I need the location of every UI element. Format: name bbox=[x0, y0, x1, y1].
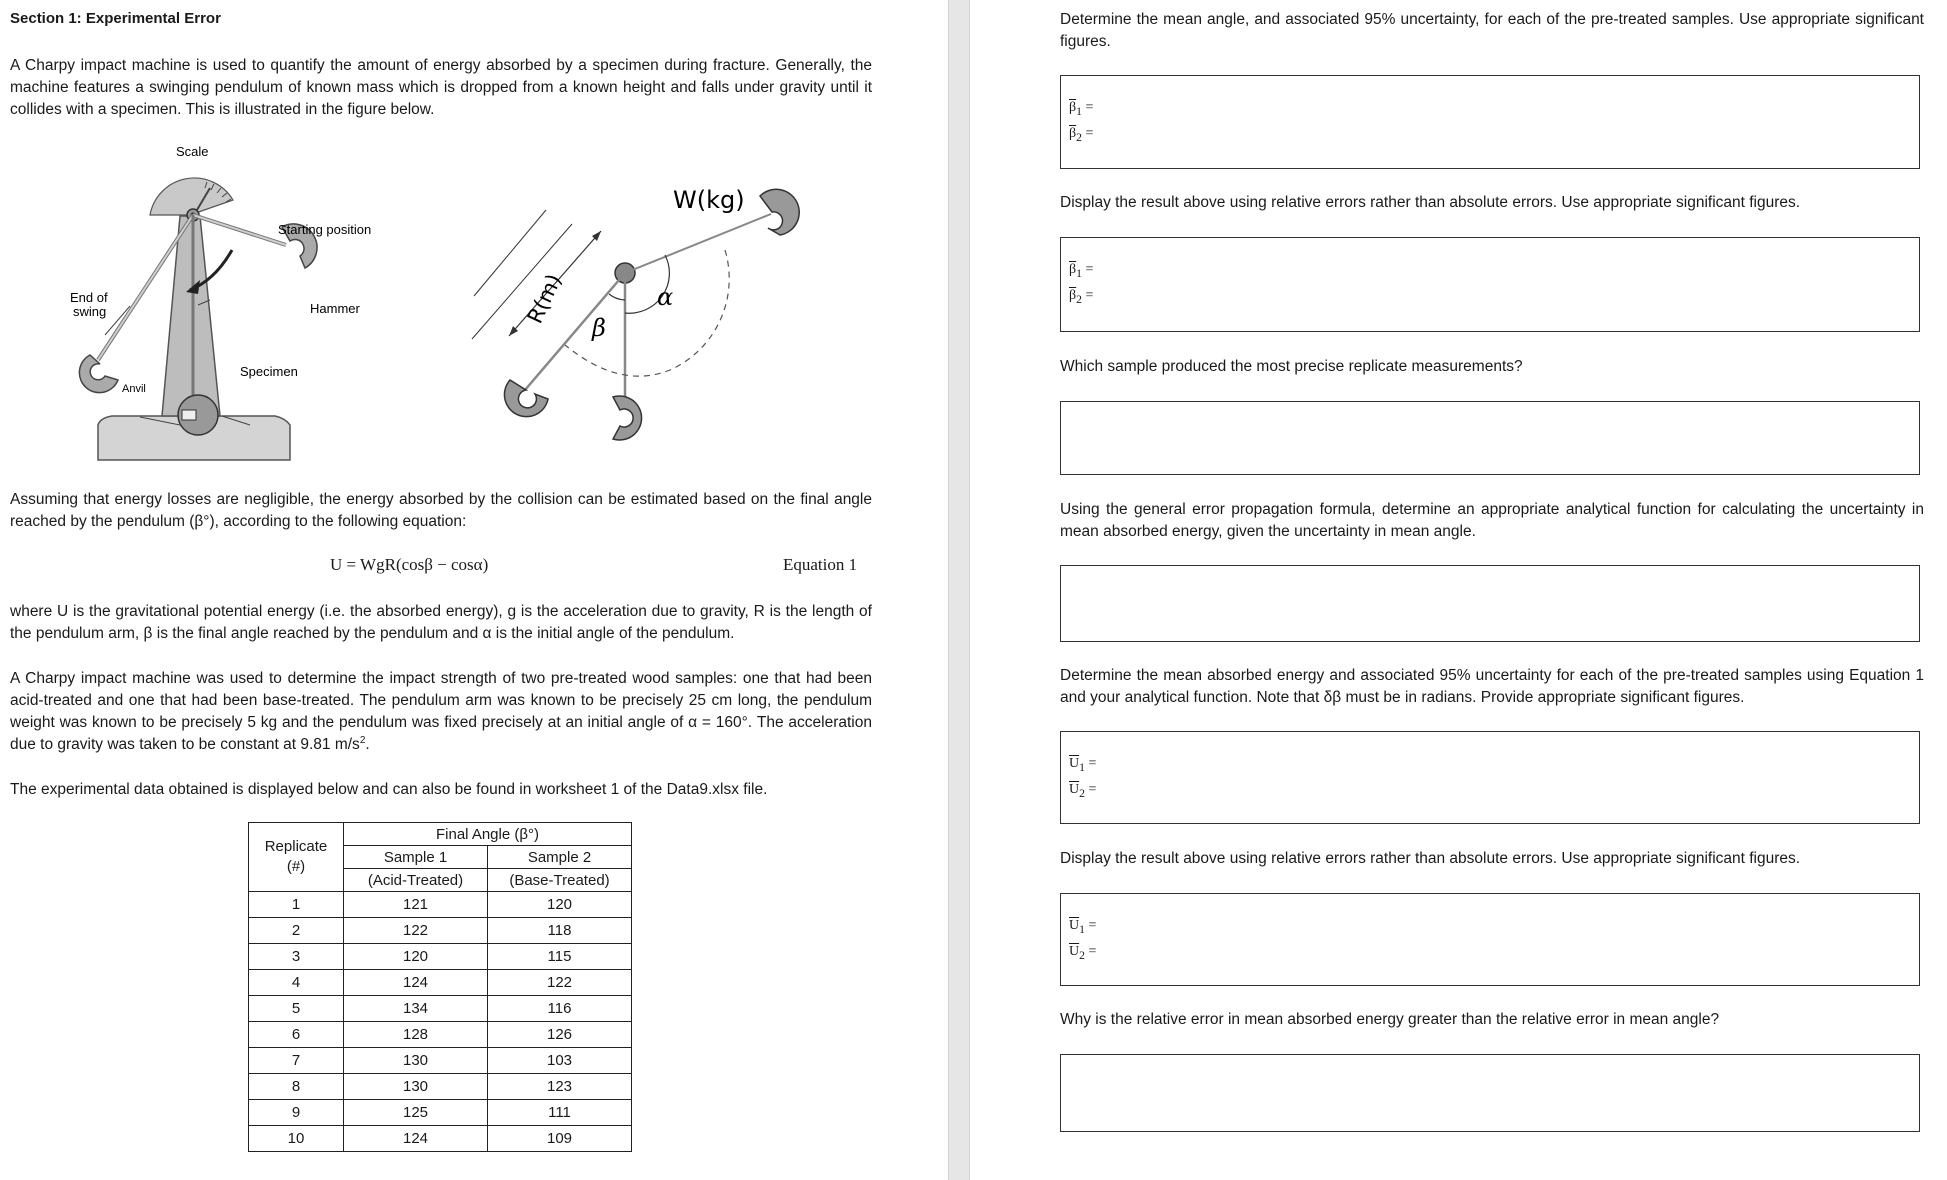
header-final-angle: Final Angle (β°) bbox=[344, 823, 632, 846]
charpy-figure bbox=[60, 140, 840, 470]
u1-line: $\overline{U}_1$ = bbox=[1069, 918, 1097, 936]
label-scale: Scale bbox=[176, 144, 209, 159]
table-row: 9 125 111 bbox=[249, 1100, 632, 1126]
u2-line: $\overline{U}_2$ = bbox=[1069, 944, 1097, 962]
table-row: 2 122 118 bbox=[249, 918, 632, 944]
setup-paragraph: A Charpy impact machine was used to determine the impact strength of two pre-treated wood samples: one that had been acid-treated and one that had been base-treated. The pendulum arm was known to be precisely 25 cm long, the pendulum weight was known to be precisely 5 kg and the pendulum was fixed precisely at an initial angle of α = 160°. The acceleration due to gravity was taken to be constant at 9.81 $m/s^2$. bbox=[10, 670, 872, 753]
data-note: The experimental data obtained is displayed below and can also be found in worksheet 1 of the Data9.xlsx file. bbox=[10, 781, 768, 798]
left-page bbox=[0, 0, 948, 1180]
answer-box-mean-angle[interactable] bbox=[1060, 75, 1920, 169]
header-replicate: Replicate (#) bbox=[249, 823, 344, 892]
beta1-line: $\overline{\beta}_1$ = bbox=[1069, 262, 1094, 280]
right-page bbox=[970, 0, 1947, 1180]
data-table bbox=[248, 822, 632, 1152]
question-most-precise: Which sample produced the most precise replicate measurements? bbox=[1060, 358, 1523, 375]
answer-box-analytical-function[interactable] bbox=[1060, 565, 1920, 642]
intro-paragraph: A Charpy impact machine is used to quantify the amount of energy absorbed by a specimen during fracture. Generally, the machine features a swinging pendulum of known mass which is dropped from a known height and falls under gravity until it collides with a specimen. This is illustrated in the figure below. bbox=[10, 57, 872, 118]
u2-line: $\overline{U}_2$ = bbox=[1069, 782, 1097, 800]
header-sample2-sub: (Base-Treated) bbox=[488, 869, 632, 892]
table-row: 6 128 126 bbox=[249, 1022, 632, 1048]
label-end-of-swing-2: swing bbox=[73, 304, 107, 319]
header-sample1-sub: (Acid-Treated) bbox=[344, 869, 488, 892]
label-starting-position: Starting position bbox=[278, 222, 372, 237]
equation-label: Equation 1 bbox=[783, 555, 858, 574]
question-relative-energy: Display the result above using relative errors rather than absolute errors. Use appropriate significant figures. bbox=[1060, 850, 1801, 867]
table-row: 3 120 115 bbox=[249, 944, 632, 970]
answer-box-why-greater[interactable] bbox=[1060, 1054, 1920, 1132]
label-beta: β bbox=[592, 314, 606, 342]
table-row: 1 121 120 bbox=[249, 892, 632, 918]
table-row: 4 124 122 bbox=[249, 970, 632, 996]
beta2-line: $\overline{\beta}_2$ = bbox=[1069, 288, 1094, 306]
question-relative-angle: Display the result above using relative errors rather than absolute errors. Use appropriate significant figures. bbox=[1060, 194, 1801, 211]
section-heading: Section 1: Experimental Error bbox=[10, 10, 221, 27]
label-specimen: Specimen bbox=[240, 364, 298, 379]
assumption-paragraph: Assuming that energy losses are negligible, the energy absorbed by the collision can be estimated based on the final angle reached by the pendulum (β°), according to the following equation: bbox=[10, 491, 872, 530]
header-sample1: Sample 1 bbox=[344, 846, 488, 869]
beta2-line: $\overline{\beta}_2$ = bbox=[1069, 126, 1094, 144]
page-gutter bbox=[948, 0, 970, 1180]
label-weight: W(kg) bbox=[673, 186, 745, 214]
header-sample2: Sample 2 bbox=[488, 846, 632, 869]
answer-box-most-precise[interactable] bbox=[1060, 401, 1920, 475]
label-anvil: Anvil bbox=[122, 383, 146, 395]
question-mean-angle: Determine the mean angle, and associated 95% uncertainty, for each of the pre-treated samples. Use appropriate significant figures. bbox=[1060, 11, 1924, 50]
equation-1: U = WgR(cosβ − cosα) bbox=[330, 555, 489, 574]
label-radius: R(m) bbox=[522, 270, 567, 328]
table-row: 8 130 123 bbox=[249, 1074, 632, 1100]
where-paragraph: where U is the gravitational potential energy (i.e. the absorbed energy), g is the acceleration due to gravity, R is the length of the pendulum arm, β is the final angle reached by the pendulum and α is the initial angle of the pendulum. bbox=[10, 603, 872, 642]
pendulum-geometry-diagram bbox=[472, 186, 799, 440]
label-alpha: α bbox=[657, 283, 674, 311]
question-mean-energy: Determine the mean absorbed energy and associated 95% uncertainty for each of the pre-treated samples using Equation 1 and your analytical function. Note that δβ must be in radians. Provide appropriate significant figures. bbox=[1060, 667, 1924, 706]
answer-box-relative-energy[interactable] bbox=[1060, 893, 1920, 986]
u1-line: $\overline{U}_1$ = bbox=[1069, 756, 1097, 774]
answer-box-relative-angle[interactable] bbox=[1060, 237, 1920, 332]
label-end-of-swing-1: End of bbox=[70, 290, 108, 305]
table-row: 7 130 103 bbox=[249, 1048, 632, 1074]
label-hammer: Hammer bbox=[310, 301, 360, 316]
charpy-machine-drawing bbox=[70, 144, 371, 460]
table-row: 5 134 116 bbox=[249, 996, 632, 1022]
question-analytical-function: Using the general error propagation formula, determine an appropriate analytical function for calculating the uncertainty in mean absorbed energy, given the uncertainty in mean angle. bbox=[1060, 501, 1924, 540]
table-row: 10 124 109 bbox=[249, 1126, 632, 1152]
question-why-greater: Why is the relative error in mean absorbed energy greater than the relative error in mean angle? bbox=[1060, 1011, 1720, 1028]
beta1-line: $\overline{\beta}_1$ = bbox=[1069, 100, 1094, 118]
answer-box-mean-energy[interactable] bbox=[1060, 731, 1920, 824]
